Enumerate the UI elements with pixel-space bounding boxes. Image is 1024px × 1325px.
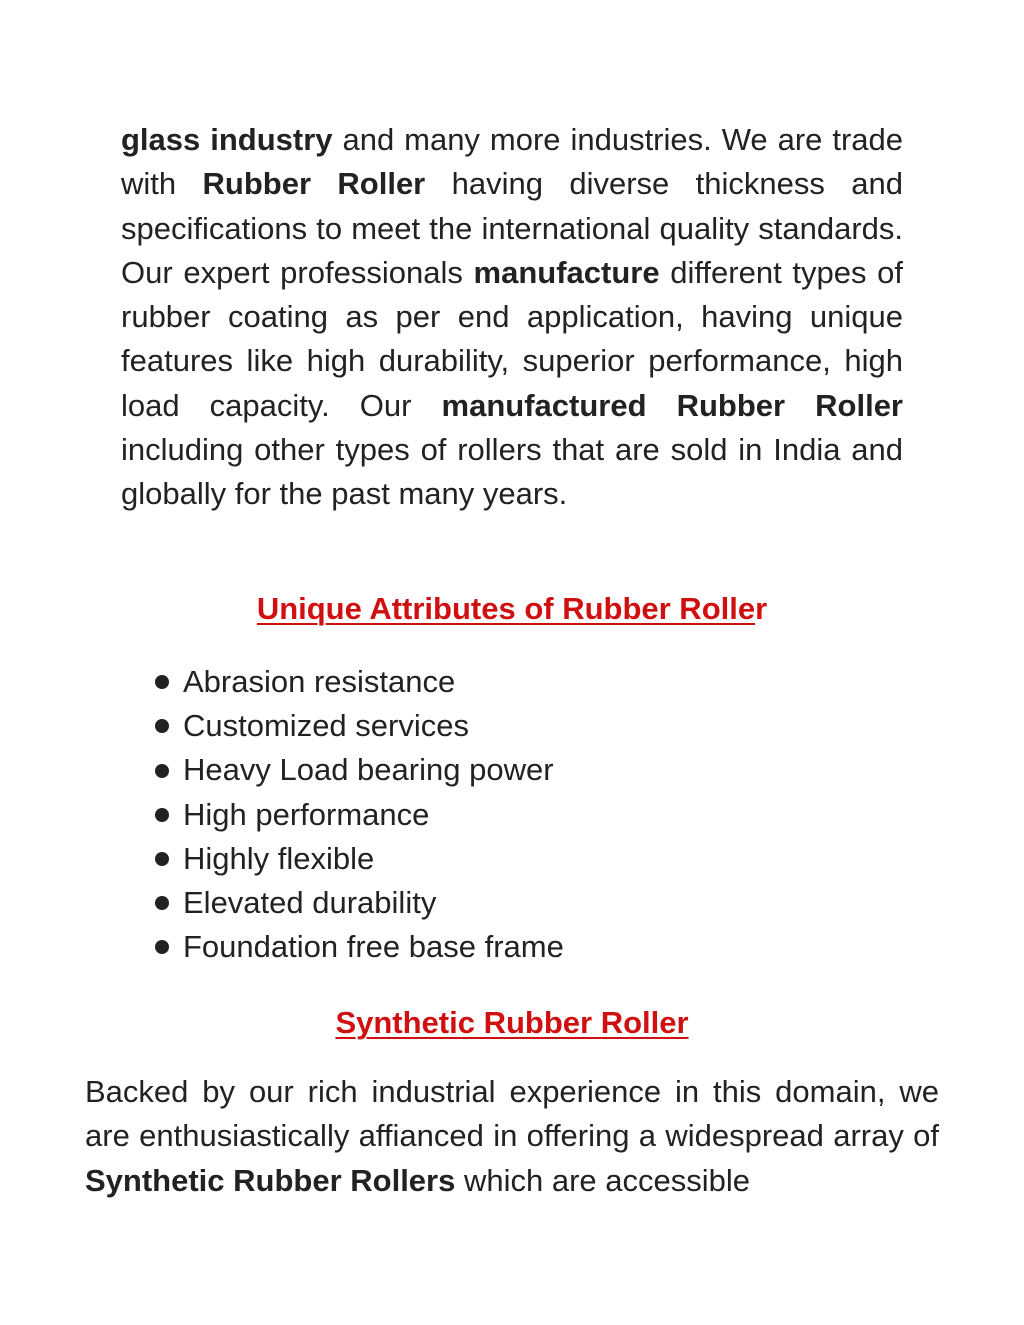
list-item-label: High performance <box>183 796 430 832</box>
list-item <box>152 660 564 704</box>
paragraph-text: which are accessible <box>455 1162 750 1198</box>
bullet-icon <box>155 719 169 733</box>
list-item <box>152 793 564 837</box>
list-item-label: Elevated durability <box>183 885 437 921</box>
intro-paragraph <box>121 118 903 517</box>
attributes-heading <box>0 589 1024 629</box>
attributes-list <box>152 660 564 969</box>
list-item-label: Foundation free base frame <box>183 929 564 965</box>
attributes-heading-tail: r <box>755 591 768 626</box>
synthetic-heading-link[interactable]: Synthetic Rubber Roller <box>335 1005 689 1040</box>
paragraph-text: different types of rubber coating as per end application, having unique features like high durability, superior performance, high load capacity. Our <box>121 254 903 423</box>
attributes-heading-link[interactable]: Unique Attributes of Rubber Rolle <box>256 591 756 626</box>
bullet-icon <box>155 852 169 866</box>
list-item-label: Highly flexible <box>183 840 375 876</box>
paragraph-text: Backed by our rich industrial experience in this domain, we are enthusiastically affianced in offering a widespread array of <box>85 1074 939 1154</box>
bold-text: Synthetic Rubber Rollers <box>85 1162 456 1198</box>
bullet-icon <box>155 764 169 778</box>
bullet-icon <box>155 940 169 954</box>
bullet-icon <box>155 675 169 689</box>
synthetic-heading <box>0 1003 1024 1043</box>
list-item <box>152 837 564 881</box>
bold-text: manufactured Rubber Roller <box>441 387 903 423</box>
list-item <box>152 925 564 969</box>
paragraph-text: including other types of rollers that are sold in India and globally for the past many years. <box>121 432 903 512</box>
list-item-label: Abrasion resistance <box>183 664 456 699</box>
bullet-icon <box>155 896 169 910</box>
list-item-label: Heavy Load bearing power <box>183 752 554 788</box>
list-item <box>152 881 564 925</box>
list-item <box>152 748 564 792</box>
bullet-icon <box>155 808 169 822</box>
bold-text: Rubber Roller <box>202 166 426 202</box>
bold-text: glass industry <box>121 122 333 157</box>
synthetic-paragraph <box>85 1070 939 1203</box>
paragraph-text: and many more industries. We are trade with <box>121 122 903 202</box>
paragraph-text: having diverse thickness and specifications to meet the international quality standards. Our expert professionals <box>121 166 903 290</box>
list-item <box>152 704 564 748</box>
list-item-label: Customized services <box>183 708 469 744</box>
bold-text: manufacture <box>473 254 660 290</box>
